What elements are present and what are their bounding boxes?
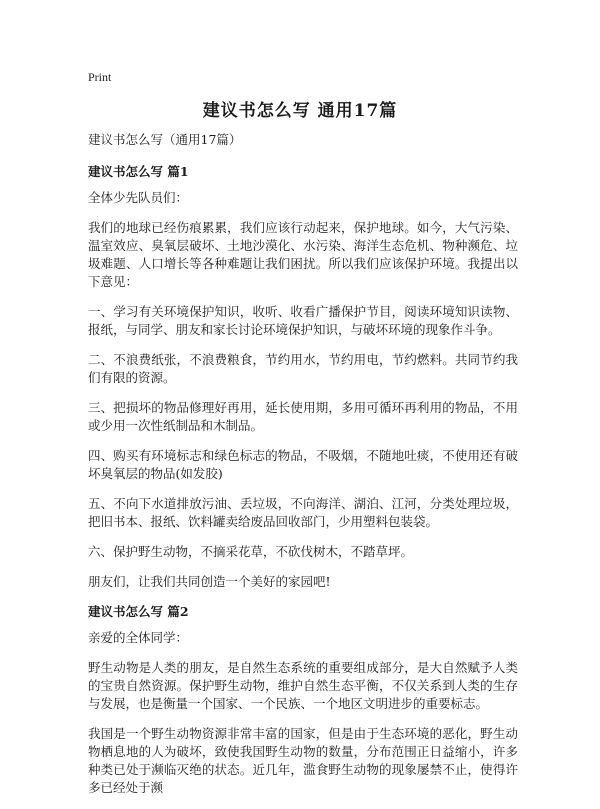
paragraph: 四、购买有环境标志和绿色标志的物品，不吸烟，不随地吐痰，不使用还有破坏臭氧层的物品(如发胶) — [88, 448, 518, 481]
paragraph: 三、把损坏的物品修理好再用，延长使用期，多用可循环再利用的物品，不用或少用一次性纸制品和木制品。 — [88, 400, 518, 433]
salutation: 全体少先队员们： — [88, 190, 189, 205]
section-2 — [88, 603, 518, 797]
paragraph: 我们的地球已经伤痕累累，我们应该行动起来，保护地球。如今，大气污染、温室效应、臭氧层破坏、土地沙漠化、水污染、海洋生态危机、物种濒危、垃圾难题、人口增长等各种难题让我们困扰。所以我们应该保护环境。我提出以下意见： — [88, 220, 518, 289]
paragraph: 我国是一个野生动物资源非常丰富的国家，但是由于生态环境的恶化，野生动物栖息地的人为破坏，致使我国野生动物的数量，分布范围正日益缩小，许多种类已处于濒临灭绝的状态。近几年，滥食野生动物的现象屡禁不止，使得许多已经处于濒 — [88, 726, 518, 795]
document-body — [88, 131, 518, 809]
paragraph: 野生动物是人类的朋友，是自然生态系统的重要组成部分，是大自然赋予人类的宝贵自然资源。保护野生动物，维护自然生态平衡，不仅关系到人类的生存与发展，也是衡量一个国家、一个民族、一个地区文明进步的重要标志。 — [88, 660, 518, 711]
paragraph: 二、不浪费纸张，不浪费粮食，节约用水，节约用电，节约燃料。共同节约我们有限的资源。 — [88, 352, 518, 385]
paragraph: 六、保护野生动物，不摘采花草，不砍伐树木，不踏草坪。 — [88, 544, 414, 559]
print-link[interactable]: Print — [88, 70, 112, 84]
section-heading: 建议书怎么写 篇1 — [88, 164, 189, 179]
section-heading: 建议书怎么写 篇2 — [88, 604, 189, 619]
salutation: 亲爱的全体同学： — [88, 630, 189, 645]
document-title: 建议书怎么写 通用17篇 — [202, 101, 398, 121]
paragraph: 朋友们，让我们共同创造一个美好的家园吧! — [88, 574, 331, 589]
paragraph: 五、不向下水道排放污油、丢垃圾，不向海洋、湖泊、江河，分类处理垃圾，把旧书本、报纸、饮料罐卖给废品回收部门，少用塑料包装袋。 — [88, 496, 518, 529]
document-subtitle: 建议书怎么写（通用17篇） — [88, 132, 242, 147]
paragraph: 一、学习有关环境保护知识，收听、收看广播保护节目，阅读环境知识读物、报纸，与同学、朋友和家长讨论环境保护知识，与破坏环境的现象作斗争。 — [88, 304, 518, 337]
section-1 — [88, 163, 518, 591]
